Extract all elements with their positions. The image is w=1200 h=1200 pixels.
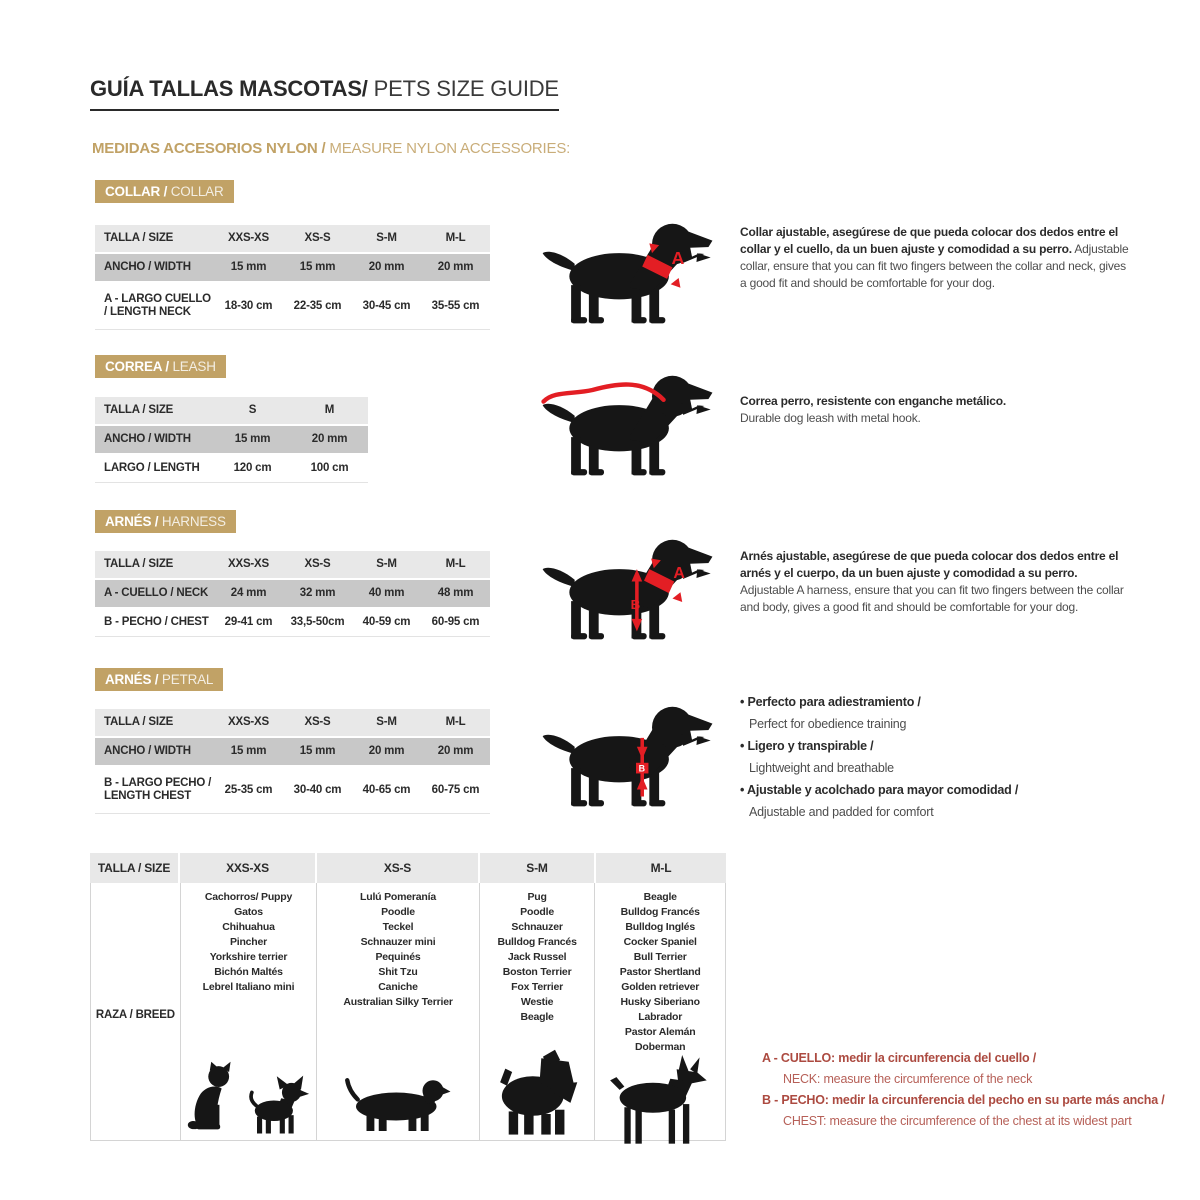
breed-item: Poodle xyxy=(520,906,554,918)
breed-list xyxy=(497,890,576,1025)
petral-bullet-en: Adjustable and padded for comfort xyxy=(749,805,934,819)
table-header-cell: M-L xyxy=(445,716,466,728)
breed-item: Chihuahua xyxy=(222,921,275,933)
table-row xyxy=(95,455,368,483)
dog-harness-icon xyxy=(537,530,719,650)
breed-header-xs-s: XS-S xyxy=(317,853,480,883)
dog-leash-icon xyxy=(537,366,719,486)
table-cell: 48 mm xyxy=(437,587,474,599)
breed-item: Husky Siberiano xyxy=(620,996,700,1008)
petral-dog-figure xyxy=(537,697,719,817)
breed-item: Yorkshire terrier xyxy=(209,951,288,963)
table-cell: 15 mm xyxy=(234,433,271,445)
table-row-label: ANCHO / WIDTH xyxy=(104,433,191,445)
breed-item: Pug xyxy=(527,891,547,903)
leash-description xyxy=(740,393,1132,427)
table-header-cell: XXS-XS xyxy=(228,716,269,728)
table-cell: 15 mm xyxy=(299,745,336,757)
cat-silhouette-icon xyxy=(186,1056,238,1138)
table-cell: 20 mm xyxy=(311,433,348,445)
petral-size-table xyxy=(95,709,490,814)
table-row xyxy=(95,283,490,330)
table-cell: 30-45 cm xyxy=(362,299,411,312)
petral-bullet-es: • Perfecto para adiestramiento / xyxy=(740,691,1140,713)
neck-measure-label: A xyxy=(673,565,685,582)
table-cell: 40 mm xyxy=(368,587,405,599)
table-header-cell: S xyxy=(248,404,257,416)
breed-header-s-m: S-M xyxy=(480,853,596,883)
breed-item: Schnauzer mini xyxy=(360,936,436,948)
table-cell: 40-65 cm xyxy=(362,783,411,796)
neck-measure-label: A xyxy=(671,247,685,268)
page-subtitle xyxy=(92,140,570,157)
table-header-cell: XS-S xyxy=(304,558,331,570)
breed-table-body xyxy=(90,883,726,1141)
badge-label-es: ARNÉS / xyxy=(105,514,162,529)
table-cell: 33,5-50cm xyxy=(290,616,345,628)
table-cell: 22-35 cm xyxy=(293,299,342,312)
badge-label-es: CORREA / xyxy=(105,359,173,374)
breed-item: Beagle xyxy=(520,1011,554,1023)
table-cell: 100 cm xyxy=(310,462,349,474)
breed-item: Beagle xyxy=(643,891,677,903)
table-header-cell: XS-S xyxy=(304,716,331,728)
harness-dog-figure xyxy=(537,530,719,650)
petral-bullet-es: • Ligero y transpirable / xyxy=(740,735,1140,757)
table-row-label: ANCHO / WIDTH xyxy=(104,745,191,757)
table-row xyxy=(95,767,490,814)
section-badge-petral xyxy=(95,668,223,691)
breed-item: Pastor Shertland xyxy=(619,966,701,978)
badge-label-en: LEASH xyxy=(172,359,216,374)
table-header-cell: TALLA / SIZE xyxy=(104,558,174,570)
page-title-es: GUÍA TALLAS MASCOTAS/ xyxy=(90,76,368,101)
breed-item: Lulú Pomeranía xyxy=(360,891,436,903)
table-cell: 120 cm xyxy=(233,462,272,474)
table-row xyxy=(95,738,490,767)
breed-table xyxy=(90,853,726,1141)
page-title-en: PETS SIZE GUIDE xyxy=(367,76,559,101)
breed-item: Schnauzer xyxy=(511,921,563,933)
breed-item: Boston Terrier xyxy=(502,966,572,978)
badge-label-en: PETRAL xyxy=(161,672,214,687)
table-header-row xyxy=(95,709,490,738)
leash-desc-es: Correa perro, resistente con enganche metálico. xyxy=(740,394,1007,408)
breed-item: Australian Silky Terrier xyxy=(343,996,453,1008)
schnauzer-silhouette-icon xyxy=(489,1048,585,1138)
page-subtitle-en: MEASURE NYLON ACCESSORIES: xyxy=(329,140,571,157)
page-title xyxy=(90,76,559,111)
table-header-cell: S-M xyxy=(376,558,397,570)
collar-description xyxy=(740,224,1132,292)
table-cell: 15 mm xyxy=(230,745,267,757)
table-header-cell: XS-S xyxy=(304,232,331,244)
petral-bullet-en: Lightweight and breathable xyxy=(749,761,894,775)
pets-silhouettes xyxy=(345,1068,451,1140)
breed-list xyxy=(343,890,452,1010)
table-cell: 60-75 cm xyxy=(431,783,480,796)
harness-description xyxy=(740,548,1132,616)
table-header-cell: M-L xyxy=(445,232,466,244)
leash-desc-en: Durable dog leash with metal hook. xyxy=(740,411,921,425)
breed-table-header xyxy=(90,853,726,883)
chest-measure-label: B xyxy=(630,597,641,613)
table-header-row xyxy=(95,397,368,426)
note-chest-es: B - PECHO: medir la circunferencia del pecho en su parte más ancha / xyxy=(762,1093,1165,1107)
breed-item: Shit Tzu xyxy=(378,966,418,978)
breed-list xyxy=(620,890,701,1055)
table-header-cell: M xyxy=(324,404,335,416)
table-cell: 35-55 cm xyxy=(431,299,480,312)
measuring-notes xyxy=(762,1048,1192,1132)
table-cell: 25-35 cm xyxy=(224,783,273,796)
breed-item: Bulldog Inglés xyxy=(625,921,695,933)
pets-silhouettes xyxy=(606,1055,714,1152)
breed-header-m-l: M-L xyxy=(596,853,726,883)
table-row xyxy=(95,609,490,637)
table-cell: 20 mm xyxy=(368,261,405,273)
table-cell: 15 mm xyxy=(230,261,267,273)
badge-label-en: HARNESS xyxy=(161,514,226,529)
table-header-cell: TALLA / SIZE xyxy=(104,404,174,416)
dog-petral-icon xyxy=(537,697,719,817)
table-cell: 29-41 cm xyxy=(224,616,273,628)
breed-item: Cachorros/ Puppy xyxy=(204,891,293,903)
breed-item: Pincher xyxy=(229,936,268,948)
breed-cell-s-m xyxy=(480,883,596,1140)
breed-item: Jack Russel xyxy=(507,951,567,963)
breed-item: Poodle xyxy=(381,906,415,918)
section-badge-harness xyxy=(95,510,236,533)
dog-collar-icon xyxy=(537,214,719,334)
table-row-label: LARGO / LENGTH xyxy=(104,462,200,474)
breed-item: Bulldog Francés xyxy=(497,936,577,948)
petral-bullet-en: Perfect for obedience training xyxy=(749,717,907,731)
table-cell: 32 mm xyxy=(299,587,336,599)
table-header-cell: S-M xyxy=(376,232,397,244)
table-cell: 40-59 cm xyxy=(362,616,411,628)
pets-silhouettes xyxy=(186,1056,312,1140)
table-cell: 20 mm xyxy=(437,745,474,757)
table-header-cell: M-L xyxy=(445,558,466,570)
breed-item: Bichón Maltés xyxy=(214,966,283,978)
breed-item: Pequinés xyxy=(375,951,421,963)
table-row xyxy=(95,580,490,609)
breed-item: Golden retriever xyxy=(621,981,700,993)
chest-measure-label: B xyxy=(638,763,645,774)
petral-feature-list xyxy=(740,691,1140,823)
harness-desc-en: Adjustable A harness, ensure that you can fit two fingers between the collar and body, gives a good fit and should be comfortable for your dog. xyxy=(740,583,1124,614)
breed-cell-xs-s xyxy=(317,883,479,1140)
badge-label-en: COLLAR xyxy=(170,184,224,199)
table-row-label: A - LARGO CUELLO / LENGTH NECK xyxy=(104,293,211,318)
note-chest-en: CHEST: measure the circumference of the chest at its widest part xyxy=(783,1114,1132,1128)
breed-item: Doberman xyxy=(635,1041,686,1053)
pets-silhouettes xyxy=(489,1048,585,1140)
table-header-cell: TALLA / SIZE xyxy=(104,232,174,244)
harness-size-table xyxy=(95,551,490,637)
badge-label-es: COLLAR / xyxy=(105,184,171,199)
breed-list xyxy=(203,890,295,995)
table-row-label: A - CUELLO / NECK xyxy=(104,587,209,599)
table-header-cell: S-M xyxy=(376,716,397,728)
breed-cell-xxs-xs xyxy=(181,883,318,1140)
table-cell: 24 mm xyxy=(230,587,267,599)
collar-size-table xyxy=(95,225,490,330)
breed-item: Cocker Spaniel xyxy=(623,936,697,948)
note-neck-es: A - CUELLO: medir la circunferencia del cuello / xyxy=(762,1051,1037,1065)
table-cell: 60-95 cm xyxy=(431,616,480,628)
breed-cell-m-l xyxy=(595,883,725,1140)
collar-desc-es: Collar ajustable, asegúrese de que pueda colocar dos dedos entre el collar y el cuello, da un buen ajuste y comodidad a su perro. xyxy=(740,225,1119,256)
collar-dog-figure xyxy=(537,214,719,334)
leash-size-table xyxy=(95,397,368,483)
collar-desc-en: Adjustable collar, ensure that you can fit two fingers between the collar and neck, gives a good fit and should be comfortable for your dog. xyxy=(740,242,1129,290)
table-cell: 18-30 cm xyxy=(224,299,273,312)
table-header-cell: XXS-XS xyxy=(228,232,269,244)
breed-item: Lebrel Italiano mini xyxy=(202,981,295,993)
table-row xyxy=(95,254,490,283)
table-header-cell: TALLA / SIZE xyxy=(104,716,174,728)
breed-item: Caniche xyxy=(378,981,418,993)
table-header-row xyxy=(95,225,490,254)
table-row-label: B - PECHO / CHEST xyxy=(104,616,209,628)
doberman-silhouette-icon xyxy=(606,1055,714,1150)
dachshund-silhouette-icon xyxy=(345,1068,451,1138)
page-subtitle-es: MEDIDAS ACCESORIOS NYLON / xyxy=(92,140,330,157)
breed-item: Westie xyxy=(520,996,554,1008)
table-row-label: B - LARGO PECHO / LENGTH CHEST xyxy=(104,777,212,802)
table-header-cell: XXS-XS xyxy=(228,558,269,570)
table-row xyxy=(95,426,368,455)
leash-dog-figure xyxy=(537,366,719,486)
breed-item: Bull Terrier xyxy=(633,951,687,963)
chihuahua-silhouette-icon xyxy=(246,1074,312,1138)
harness-desc-es: Arnés ajustable, asegúrese de que pueda colocar dos dedos entre el arnés y el cuerpo, da un buen ajuste y comodidad a su perro. xyxy=(740,549,1119,580)
table-cell: 15 mm xyxy=(299,261,336,273)
table-row-label: ANCHO / WIDTH xyxy=(104,261,191,273)
note-neck-en: NECK: measure the circumference of the neck xyxy=(783,1072,1033,1086)
breed-item: Bulldog Francés xyxy=(620,906,700,918)
section-badge-leash xyxy=(95,355,226,378)
breed-row-label: RAZA / BREED xyxy=(91,883,181,1140)
breed-item: Pastor Alemán xyxy=(624,1026,696,1038)
badge-label-es: ARNÉS / xyxy=(105,672,162,687)
table-cell: 20 mm xyxy=(437,261,474,273)
section-badge-collar xyxy=(95,180,234,203)
table-cell: 30-40 cm xyxy=(293,783,342,796)
table-header-row xyxy=(95,551,490,580)
table-cell: 20 mm xyxy=(368,745,405,757)
breed-item: Gatos xyxy=(234,906,263,918)
breed-header-xxs-xs: XXS-XS xyxy=(180,853,317,883)
breed-item: Labrador xyxy=(638,1011,683,1023)
petral-bullet-es: • Ajustable y acolchado para mayor comodidad / xyxy=(740,779,1140,801)
breed-item: Fox Terrier xyxy=(511,981,564,993)
breed-header-size: TALLA / SIZE xyxy=(90,853,180,883)
breed-item: Teckel xyxy=(382,921,414,933)
